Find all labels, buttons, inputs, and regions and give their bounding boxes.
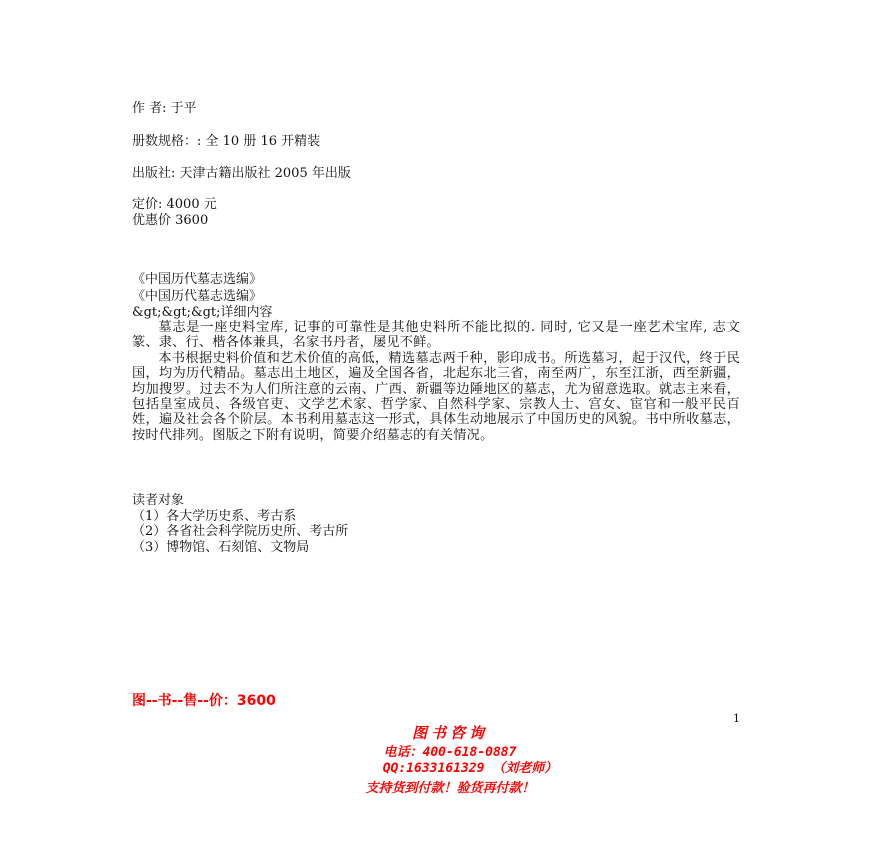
book-title-2: 《中国历代墓志选编》 [132,289,263,304]
sale-price-line: 图--书--售--价：3600 [132,693,276,709]
payment-line: 支持货到付款！验货再付款！ [365,781,535,796]
volumes-line: 册数规格：: 全 10 册 16 开精装 [132,134,321,149]
detail-label: &gt;&gt;&gt;详细内容 [132,305,273,320]
price-line: 定价: 4000 元 [132,197,217,212]
description-body [132,320,740,443]
audience-item: （1）各大学历史系、考古系 [132,508,297,524]
phone-line: 电话：400-618-0887 [383,745,517,760]
description-paragraph-1: 墓志是一座史料宝库, 记事的可靠性是其他史料所不能比拟的. 同时, 它又是一座艺术宝库, 志文篆、隶、行、楷各体兼具，名家书丹者，屡见不鲜。 [132,320,740,351]
author-line: 作 者: 于平 [132,101,197,116]
audience-heading: 读者对象 [132,493,185,508]
discount-price-line: 优惠价 3600 [132,213,209,228]
qq-line: QQ:1633161329 （刘老师） [382,761,558,776]
description-paragraph-2: 本书根据史料价值和艺术价值的高低，精选墓志两千种，影印成书。所选墓习，起于汉代，终于民国，均为历代精品。墓志出土地区，遍及全国各省，北起东北三省，南至两广，东至江浙，西至新疆，均加搜罗。过去不为人们所注意的云南、广西、新疆等边陲地区的墓志，尤为留意选取。就志主来看，包括皇室成员、各级官吏、文学艺术家、哲学家、自然科学家、宗教人士、宫女、宦官和一般平民百姓，遍及社会各个阶层。本书利用墓志这一形式，具体生动地展示了中国历史的风貌。书中所收墓志，按时代排列。图版之下附有说明，简要介绍墓志的有关情况。 [132,350,740,443]
audience-section [132,493,348,555]
book-title-1: 《中国历代墓志选编》 [132,272,263,287]
audience-item: （3）博物馆、石刻馆、文物局 [132,539,310,555]
page-number: 1 [733,712,740,725]
publisher-line: 出版社: 天津古籍出版社 2005 年出版 [132,166,351,181]
consult-title: 图书咨询 [411,724,488,742]
audience-item: （2）各省社会科学院历史所、考古所 [132,524,349,539]
